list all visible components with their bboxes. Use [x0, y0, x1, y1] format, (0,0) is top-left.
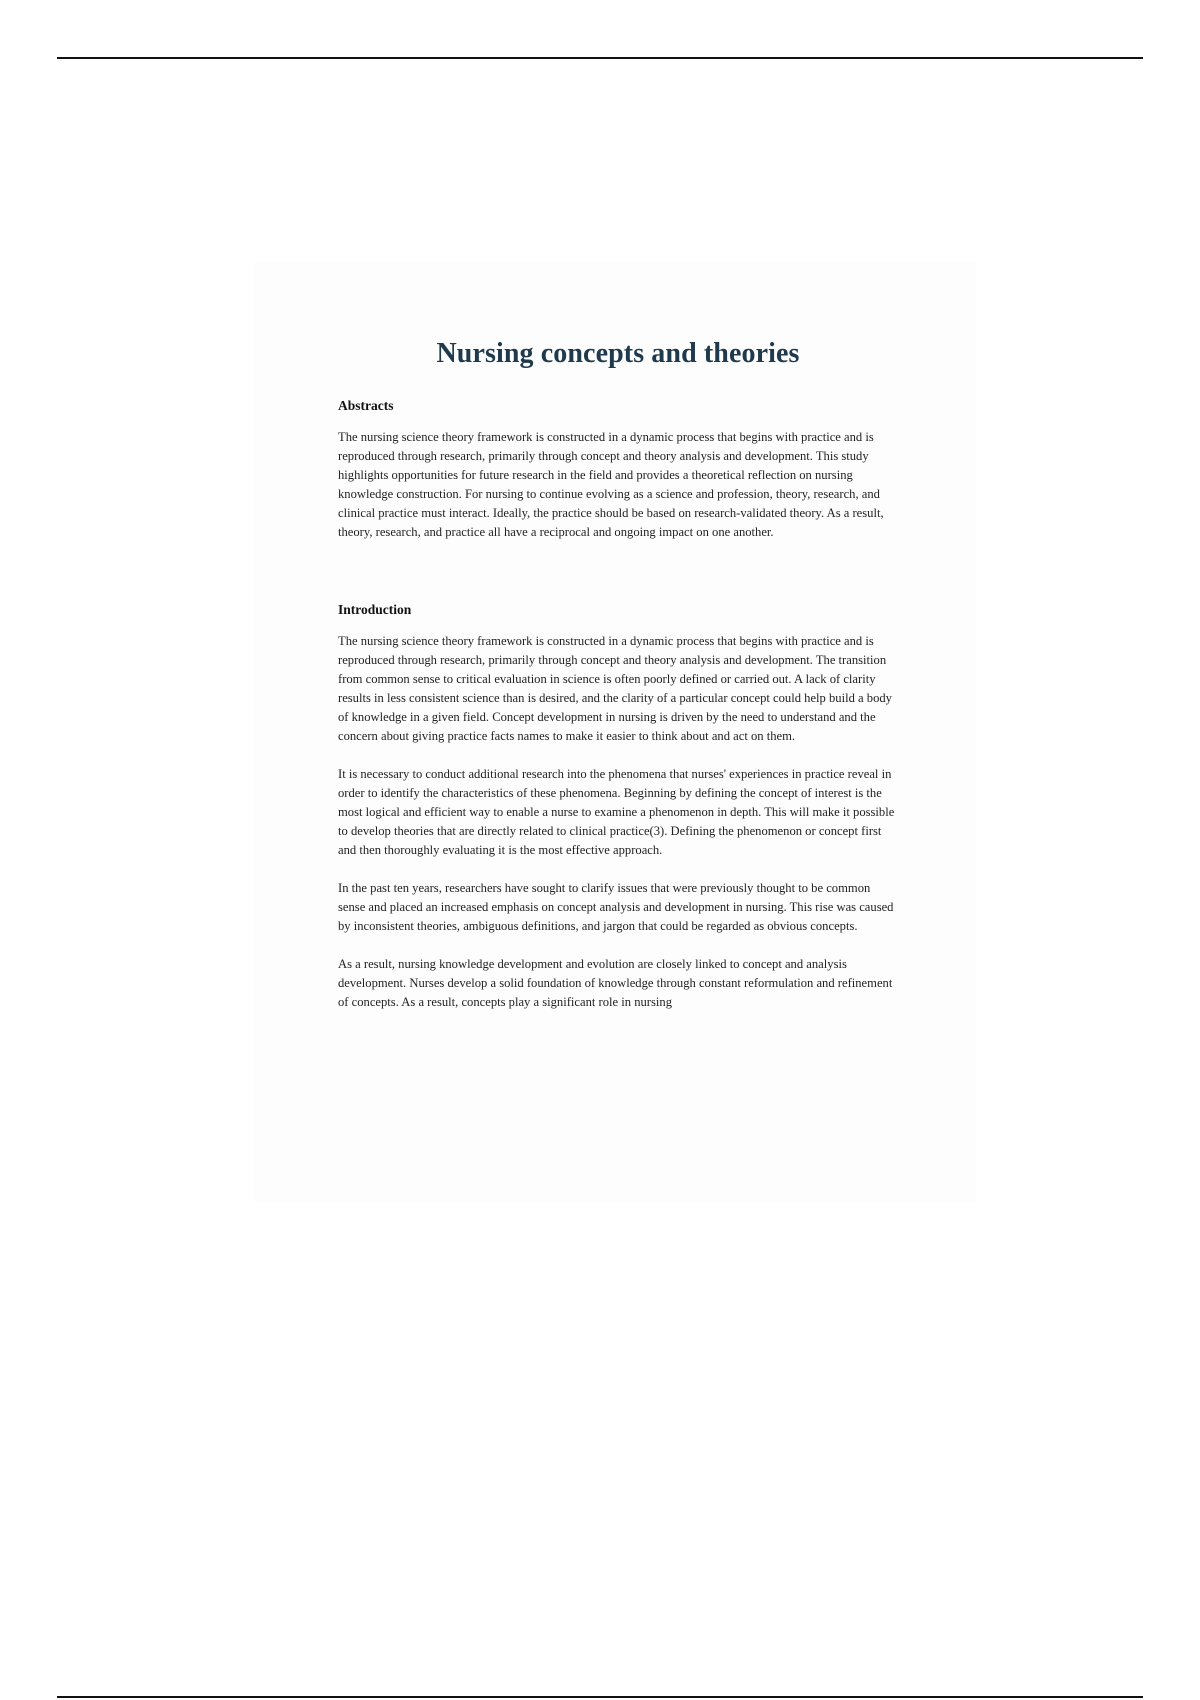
introduction-heading: Introduction — [338, 602, 412, 617]
abstract-paragraph: The nursing science theory framework is constructed in a dynamic process that begins with practice and is reproduced through research, primarily through concept and theory analysis and development. This study highlights opportunities for future research in the field and provides a theoretical reflection on nursing knowledge construction. For nursing to continue evolving as a science and profession, theory, research, and clinical practice must interact. Ideally, the practice should be based on research-validated theory. As a result, theory, research, and practice all have a reciprocal and ongoing impact on one another. — [338, 430, 884, 539]
abstract-heading: Abstracts — [338, 398, 394, 413]
bottom-divider — [57, 1696, 1143, 1698]
document-title: Nursing concepts and theories — [436, 338, 800, 369]
top-divider — [57, 57, 1143, 59]
abstract-section — [338, 398, 898, 542]
introduction-paragraph: The nursing science theory framework is constructed in a dynamic process that begins with practice and is reproduced through research, primarily through concept and theory analysis and development. The transition from common sense to critical evaluation in science is often poorly defined or carried out. A lack of clarity results in less consistent science than is desired, and the clarity of a particular concept could help build a body of knowledge in a given field. Concept development in nursing is driven by the need to understand and the concern about giving practice facts names to make it easier to think about and act on them. — [338, 634, 892, 743]
introduction-paragraph: As a result, nursing knowledge development and evolution are closely linked to concept and analysis development. Nurses develop a solid foundation of knowledge through constant reformulation and refinement of concepts. As a result, concepts play a significant role in nursing — [338, 957, 893, 1009]
introduction-paragraph: In the past ten years, researchers have sought to clarify issues that were previously thought to be common sense and placed an increased emphasis on concept analysis and development in nursing. This rise was caused by inconsistent theories, ambiguous definitions, and jargon that could be regarded as obvious concepts. — [338, 881, 894, 933]
introduction-paragraph: It is necessary to conduct additional research into the phenomena that nurses' experiences in practice reveal in order to identify the characteristics of these phenomena. Beginning by defining the concept of interest is the most logical and efficient way to enable a nurse to examine a phenomenon in depth. This will make it possible to develop theories that are directly related to clinical practice(3). Defining the phenomenon or concept first and then thoroughly evaluating it is the most effective approach. — [338, 767, 895, 857]
document-body — [338, 338, 898, 1012]
introduction-section — [338, 602, 898, 1012]
